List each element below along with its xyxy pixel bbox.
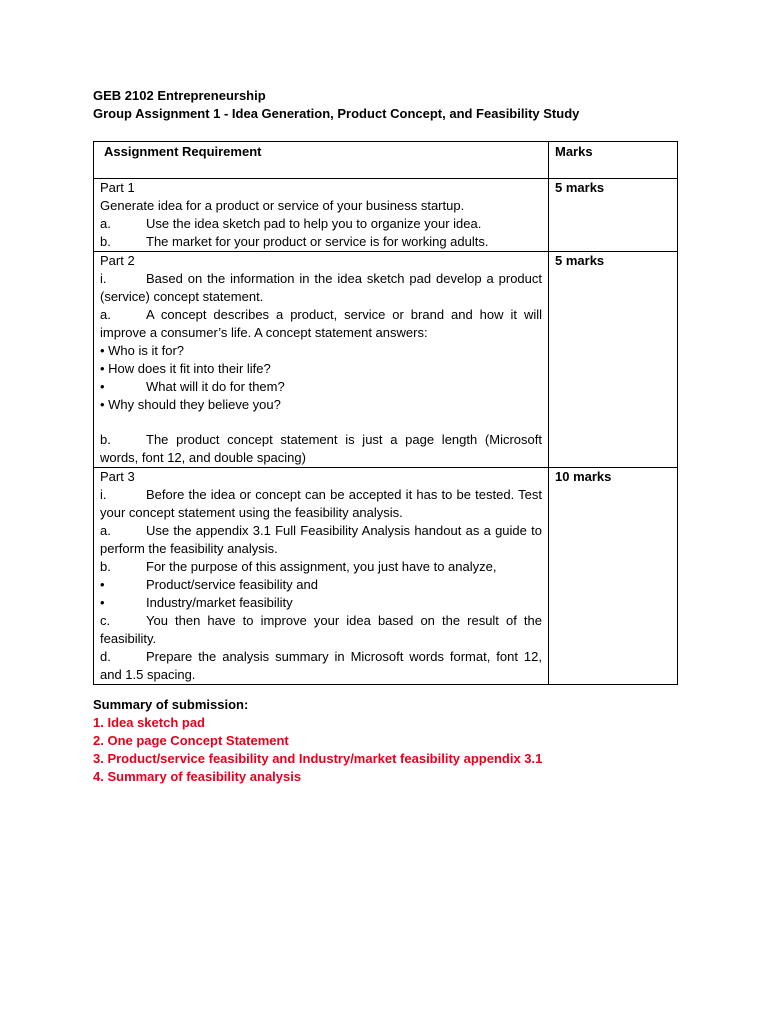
part1-title: Part 1 <box>100 180 135 195</box>
assignment-title: Group Assignment 1 - Idea Generation, Product Concept, and Feasibility Study <box>93 106 580 121</box>
part3-title: Part 3 <box>100 469 135 484</box>
summary-item-3: 3. Product/service feasibility and Industry/market feasibility appendix 3.1 <box>93 751 543 766</box>
part1-item-b: b. The market for your product or service is for working adults. <box>100 234 489 249</box>
submission-summary <box>93 696 542 786</box>
part3-item-a: a. Use the appendix 3.1 Full Feasibility Analysis handout as a guide to perform the feasibility analysis. <box>100 523 542 556</box>
part2-bullet-3: • What will it do for them? <box>100 379 285 394</box>
part2-title: Part 2 <box>100 253 135 268</box>
summary-item-1: 1. Idea sketch pad <box>93 715 205 730</box>
summary-item-2: 2. One page Concept Statement <box>93 733 289 748</box>
part3-item-c: c. You then have to improve your idea based on the result of the feasibility. <box>100 613 542 646</box>
part2-item-b: b. The product concept statement is just a page length (Microsoft words, font 12, and double spacing) <box>100 432 542 465</box>
part3-item-i: i. Before the idea or concept can be accepted it has to be tested. Test your concept statement using the feasibility analysis. <box>100 487 542 520</box>
part3-bullet-1: • Product/service feasibility and <box>100 577 318 592</box>
table-row-part2 <box>94 252 678 468</box>
part3-requirement <box>94 468 549 685</box>
part1-intro: Generate idea for a product or service of your business startup. <box>100 198 465 213</box>
part1-marks: 5 marks <box>549 179 678 252</box>
column-header-requirement: Assignment Requirement <box>94 142 549 179</box>
part1-requirement <box>94 179 549 252</box>
part2-item-a: a. A concept describes a product, service or brand and how it will improve a consumer’s life. A concept statement answers: <box>100 307 542 340</box>
part2-marks: 5 marks <box>549 252 678 468</box>
summary-item-4: 4. Summary of feasibility analysis <box>93 769 302 784</box>
table-header-row <box>94 142 678 179</box>
summary-heading: Summary of submission: <box>93 697 249 712</box>
part3-item-d: d. Prepare the analysis summary in Microsoft words format, font 12, and 1.5 spacing. <box>100 649 542 682</box>
spacer <box>100 414 542 431</box>
part2-requirement <box>94 252 549 468</box>
column-header-marks: Marks <box>549 142 678 179</box>
table-row-part3 <box>94 468 678 685</box>
part3-item-b: b. For the purpose of this assignment, you just have to analyze, <box>100 559 497 574</box>
part1-item-a: a. Use the idea sketch pad to help you to organize your idea. <box>100 216 482 231</box>
requirements-table <box>93 141 678 685</box>
table-row-part1 <box>94 179 678 252</box>
part2-bullet-2: • How does it fit into their life? <box>100 361 271 376</box>
part3-marks: 10 marks <box>549 468 678 685</box>
part2-bullet-1: • Who is it for? <box>100 343 185 358</box>
course-title: GEB 2102 Entrepreneurship <box>93 88 266 103</box>
part3-bullet-2: • Industry/market feasibility <box>100 595 293 610</box>
part2-bullet-4: • Why should they believe you? <box>100 397 281 412</box>
part2-item-i: i. Based on the information in the idea sketch pad develop a product (service) concept statement. <box>100 271 542 304</box>
